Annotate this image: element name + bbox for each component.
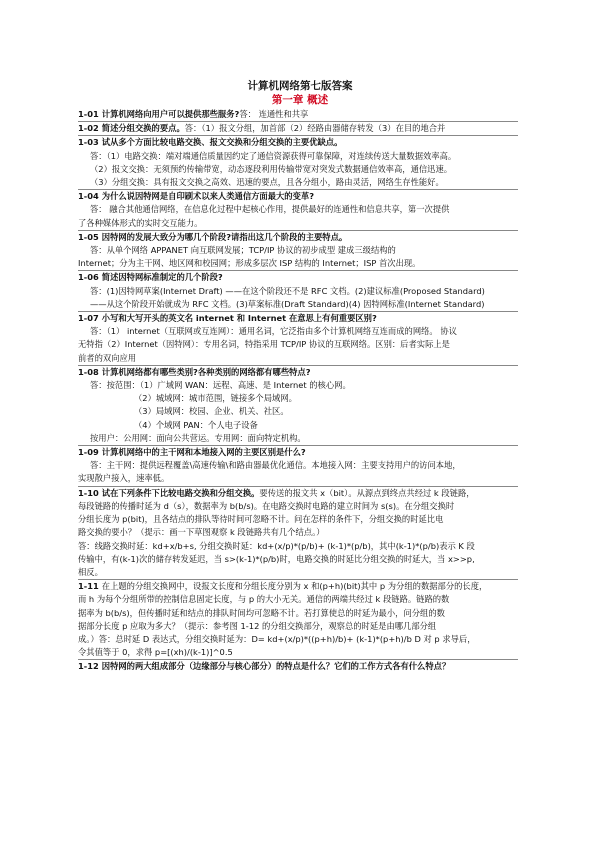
answer-line: ——从这个阶段开始就成为 RFC 文档。(3)草案标准(Draft Standard)(4) 因特网标准(Internet Standard) [90,298,485,309]
question-text: 简述分组交换的要点。 [101,123,185,134]
qa-item [78,487,518,579]
question-number: 1-02 [78,123,99,134]
answer-line: 按用户：公用网：面向公共营运。专用网：面向特定机构。 [90,432,306,443]
question-text: 试在下列条件下比较电路交换和分组交换。 [101,487,260,498]
question-number: 1-07 [78,313,99,324]
qa-item [78,580,518,659]
qa-item [78,108,518,121]
question-number: 1-05 [78,231,99,242]
qa-item [78,660,518,673]
question-line [78,108,518,121]
document-title: 计算机网络第七版答案 [247,80,353,92]
question-line [78,122,518,135]
answer-line: 了各种媒体形式的实时交互能力。 [78,217,203,228]
answer-line: 每段链路的传播时延为 d（s），数据率为 b(b/s)。在电路交换时电路的建立时间为 s(s)。在分组交换时 [78,500,455,511]
qa-list [78,108,518,674]
question-number: 1-12 [78,661,99,672]
qa-item [78,271,518,311]
answer-line: 实现散户接入，速率低。 [78,473,170,484]
question-number: 1-08 [78,366,99,377]
qa-item [78,190,518,230]
qa-item [78,122,518,135]
answer-line: 答：线路交换时延：kd+x/b+s, 分组交换时延：kd+(x/p)*(p/b)+ (k-1)*(p/b)，其中(k-1)*(p/b)表示 K 段 [78,540,475,551]
question-number: 1-04 [78,191,99,202]
chapter-heading: 第一章 概述 [271,94,329,106]
question-line [78,487,518,500]
answer-line: 无特指（2）Internet（因特网）：专用名词，特指采用 TCP/IP 协议的互联网络。区别：后者实际上是 [78,339,450,350]
answer-line: （4）个域网 PAN：个人电子设备 [134,419,258,430]
qa-item [78,366,518,445]
question-text: 计算机网络都有哪些类别?各种类别的网络都有哪些特点? [101,366,311,377]
answer-line: （3）局域网：校园、企业、机关、社区。 [134,406,289,417]
answer-line: （2）城域网：城市范围，链接多个局域网。 [134,393,297,404]
question-number: 1-11 [78,581,99,592]
question-line [78,136,518,149]
question-line [78,446,518,459]
question-text: 小写和大写开头的英文名 internet 和 Internet 在意思上有何重要区别? [101,313,377,324]
question-number: 1-06 [78,272,99,283]
question-number: 1-09 [78,447,99,458]
answer-line: 传输中，有(k-1)次的储存转发延迟，当 s>(k-1)*(p/b)时，电路交换的时延比分组交换的时延大，当 x>>p, [78,553,475,564]
answer-line: 答：从单个网络 APPANET 向互联网发展；TCP/IP 协议的初步成型 建成三级结构的 [90,245,396,256]
question-number: 1-01 [78,109,99,119]
answer-line: 答：（1） internet（互联网或互连网）：通用名词，它泛指由多个计算机网络互连而成的网络。 协议 [90,326,457,337]
answer-line: 前者的双向应用 [78,352,137,363]
answer-line: 答：主干网：提供远程覆盖\高速传输\和路由器最优化通信。本地接入网：主要支持用户的访问本地， [90,460,461,471]
question-number: 1-10 [78,487,99,498]
qa-item [78,231,518,271]
answer-line: 路交换的要小？（提示：画一下草图观察 k 段链路共有几个结点。） [78,527,325,538]
question-line [78,312,518,325]
question-number: 1-03 [78,137,99,148]
question-text: 因特网的两大组成部分（边缘部分与核心部分）的特点是什么？它们的工作方式各有什么特点？ [101,661,451,672]
answer-line: 而 h 为每个分组所带的控制信息固定长度，与 p 的大小无关。通信的两端共经过 k 段链路。链路的数 [78,594,450,605]
question-text: 因特网的发展大致分为哪几个阶段?请指出这几个阶段的主要特点。 [101,231,348,242]
answer-line: 相反。 [78,566,103,577]
answer-line: （2）报文交换：无须预约传输带宽，动态逐段利用传输带宽对突发式数据通信效率高，通信迅速。 [90,163,453,174]
qa-item [78,312,518,365]
question-text: 简述因特网标准制定的几个阶段? [101,272,223,283]
question-line [78,231,518,244]
question-text: 试从多个方面比较电路交换、报文交换和分组交换的主要优缺点。 [101,137,343,148]
question-text: 计算机网络中的主干网和本地接入网的主要区别是什么? [101,447,306,458]
question-line [78,271,518,284]
answer-line: 令其值等于 0，求得 p=[(xh)/(k-1)]^0.5 [78,647,233,658]
answer-line: 答： 融合其他通信网络，在信息化过程中起核心作用，提供最好的连通性和信息共享，第一次提供 [90,204,450,215]
question-line [78,366,518,379]
question-text: 为什么说因特网是自印刷术以来人类通信方面最大的变革? [101,191,315,202]
question-text: 计算机网络向用户可以提供那些服务? [101,109,240,119]
answer-line: （3）分组交换：具有报文交换之高效、迅速的要点，且各分组小，路由灵活，网络生存性能好。 [90,177,444,188]
answer-line: 答：(1)因特网草案(Internet Draft) ——在这个阶段还不是 RFC 文档。(2)建议标准(Proposed Standard) [90,285,485,296]
answer-line: 成。）答：总时延 D 表达式，分组交换时延为：D= kd+(x/p)*((p+h)/b)+ (k-1)*(p+h)/b D 对 p 求导后， [78,633,476,644]
question-line [78,580,518,593]
answer-line: 答：（1）电路交换：端对端通信质量因约定了通信资源获得可靠保障，对连续传送大量数据效率高。 [90,150,457,161]
answer-inline: 要传送的报文共 x（bit）。从源点到终点共经过 k 段链路， [259,487,475,498]
qa-item [78,446,518,486]
answer-line: Internet；分为主干网、地区网和校园网；形成多层次 ISP 结构的 Internet；ISP 首次出现。 [78,258,421,269]
answer-inline: 答： 连通性和共享 [239,109,309,119]
question-line [78,190,518,203]
answer-line: 据率为 b(b/s)，但传播时延和结点的排队时间均可忽略不计。若打算使总的时延为最小，问分组的数 [78,607,445,618]
answer-inline: 在上题的分组交换网中，设报文长度和分组长度分别为 x 和(p+h)(bit)其中 p 为分组的数据部分的长度， [101,581,488,592]
answer-line: 据部分长度 p 应取为多大？（提示：参考图 1-12 的分组交换部分，观察总的时延是由哪几部分组 [78,620,437,631]
answer-line: 分组长度为 p(bit)，且各结点的排队等待时间可忽略不计。问在怎样的条件下，分组交换的时延比电 [78,514,444,525]
answer-line: 答：按范围：（1）广域网 WAN：远程、高速、是 Internet 的核心网。 [90,380,351,391]
qa-item [78,136,518,189]
answer-inline: 答：（1）报文分组，加首部（2）经路由器储存转发（3）在目的地合并 [184,123,446,134]
question-line [78,660,518,673]
